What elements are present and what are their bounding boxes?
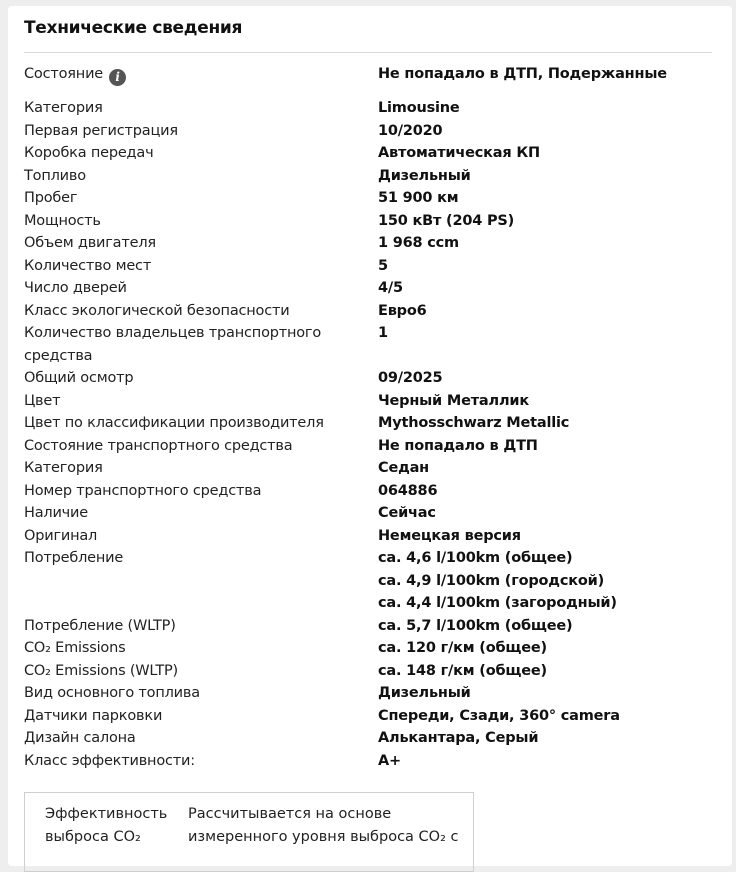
spec-row: [24, 120, 714, 143]
spec-value-line: 1 968 ccm: [378, 235, 459, 251]
spec-row: [24, 300, 714, 323]
spec-row: [24, 232, 714, 255]
spec-row: [24, 750, 714, 773]
spec-row: [24, 277, 714, 300]
spec-value: [378, 525, 714, 548]
spec-value-line: 064886: [378, 482, 438, 499]
spec-label: [24, 300, 378, 323]
spec-row: [24, 457, 714, 480]
spec-label-text: Потребление (WLTP): [24, 617, 176, 634]
spec-label-text: Состояние: [24, 66, 104, 82]
spec-value-line: ca. 4,6 l/100km (общее): [378, 550, 573, 566]
spec-value: [378, 232, 714, 255]
spec-label: [24, 615, 378, 638]
spec-label: [24, 210, 378, 233]
spec-row: [24, 682, 714, 705]
spec-value: [378, 165, 714, 188]
spec-value: [378, 97, 714, 120]
co2-efficiency-label: Эффективность выброса CO₂: [45, 806, 168, 845]
spec-label-text: Коробка передач: [24, 145, 154, 161]
spec-label: [24, 120, 378, 143]
spec-label-text: Топливо: [24, 167, 86, 184]
co2-efficiency-text: Рассчитывается на основе измеренного уровня выброса CO₂ с: [188, 806, 459, 845]
specs-list: [24, 63, 714, 772]
spec-label-text: Класс экологической безопасности: [24, 302, 290, 319]
spec-label-text: Пробег: [24, 190, 78, 206]
spec-label: [24, 255, 378, 278]
spec-row: [24, 615, 714, 638]
spec-value: [378, 390, 714, 413]
spec-label: [24, 63, 378, 86]
technical-details-card: [8, 6, 732, 866]
spec-value-line: ca. 4,9 l/100km (городской): [378, 572, 605, 589]
spec-value: [378, 480, 714, 503]
spec-value-line: 5: [378, 257, 388, 274]
spec-row: [24, 525, 714, 548]
spec-value-line: 1: [378, 325, 388, 341]
spec-value: [378, 277, 714, 300]
spec-value-line: Дизельный: [378, 685, 471, 701]
spec-value: [378, 502, 714, 525]
spec-row: [24, 322, 714, 367]
spec-value: [378, 750, 714, 773]
spec-label-text: CO₂ Emissions: [24, 640, 126, 656]
spec-value-line: 09/2025: [378, 370, 443, 386]
spec-row: [24, 705, 714, 728]
spec-value-line: Сейчас: [378, 505, 436, 521]
section-title: Технические сведения: [24, 18, 243, 38]
spec-label: [24, 187, 378, 210]
spec-value: [378, 547, 714, 615]
spec-value: [378, 300, 714, 323]
spec-value: [378, 367, 714, 390]
spec-label: [24, 457, 378, 480]
spec-value-line: 150 кВт (204 PS): [378, 212, 515, 229]
spec-label-text: Цвет по классификации производителя: [24, 415, 324, 431]
spec-label-text: Общий осмотр: [24, 370, 134, 386]
spec-label: [24, 322, 378, 367]
spec-value: [378, 435, 714, 458]
spec-label: [24, 142, 378, 165]
info-icon[interactable]: i: [109, 69, 126, 86]
spec-label-text: Датчики парковки: [24, 707, 163, 724]
spec-label-text: Количество владельцев транспортного средства: [24, 325, 322, 364]
spec-value: [378, 637, 714, 660]
spec-value-line: ca. 4,4 l/100km (загородный): [378, 595, 617, 611]
spec-value-line: ca. 120 г/км (общее): [378, 640, 547, 656]
spec-label: [24, 390, 378, 413]
spec-value: [378, 412, 714, 435]
spec-label-text: CO₂ Emissions (WLTP): [24, 662, 178, 679]
spec-label-text: Первая регистрация: [24, 122, 178, 139]
spec-row: [24, 187, 714, 210]
spec-label: [24, 165, 378, 188]
spec-value-line: A+: [378, 752, 401, 769]
spec-label: [24, 705, 378, 728]
spec-value-line: Евро6: [378, 302, 427, 319]
spec-label: [24, 367, 378, 390]
spec-row: [24, 210, 714, 233]
spec-label: [24, 232, 378, 255]
spec-label: [24, 480, 378, 503]
spec-value: [378, 682, 714, 705]
spec-label: [24, 412, 378, 435]
spec-label: [24, 97, 378, 120]
spec-row: [24, 547, 714, 615]
spec-label-text: Цвет: [24, 392, 61, 409]
spec-row: [24, 637, 714, 660]
spec-value-line: Автоматическая КП: [378, 145, 540, 161]
spec-row: [24, 97, 714, 120]
spec-label-text: Наличие: [24, 505, 88, 521]
spec-value: [378, 727, 714, 750]
title-divider: [24, 52, 712, 53]
spec-row: [24, 660, 714, 683]
spec-row: [24, 165, 714, 188]
spec-label: [24, 435, 378, 458]
spec-value-line: 10/2020: [378, 122, 443, 139]
spec-label: [24, 637, 378, 660]
spec-value-line: ca. 148 г/км (общее): [378, 662, 547, 679]
spec-label-text: Оригинал: [24, 527, 98, 544]
spec-label-text: Мощность: [24, 212, 101, 229]
spec-label: [24, 727, 378, 750]
spec-row: [24, 255, 714, 278]
spec-label-text: Объем двигателя: [24, 235, 156, 251]
spec-value: [378, 187, 714, 210]
spec-value-line: Дизельный: [378, 167, 471, 184]
spec-row: [24, 480, 714, 503]
spec-value: [378, 120, 714, 143]
spec-label: [24, 547, 378, 615]
spec-value: [378, 457, 714, 480]
spec-row: [24, 142, 714, 165]
spec-value-line: Черный Металлик: [378, 392, 529, 409]
spec-row: [24, 502, 714, 525]
spec-value: [378, 142, 714, 165]
spec-row: [24, 367, 714, 390]
spec-value-line: Не попадало в ДТП, Подержанные: [378, 66, 667, 82]
spec-row: [24, 390, 714, 413]
spec-value-line: Спереди, Сзади, 360° camera: [378, 707, 620, 724]
spec-label-text: Класс эффективности:: [24, 752, 195, 769]
spec-value: [378, 210, 714, 233]
spec-value-line: 51 900 км: [378, 190, 459, 206]
spec-label: [24, 277, 378, 300]
spec-row: [24, 435, 714, 458]
spec-label-text: Число дверей: [24, 280, 127, 296]
spec-label-text: Категория: [24, 460, 103, 476]
spec-label-text: Потребление: [24, 550, 124, 566]
spec-value-line: 4/5: [378, 280, 403, 296]
spec-value-line: Седан: [378, 460, 429, 476]
spec-label-text: Количество мест: [24, 257, 152, 274]
spec-value: [378, 615, 714, 638]
spec-label-text: Номер транспортного средства: [24, 482, 262, 499]
spec-value: [378, 322, 714, 367]
spec-row: [24, 412, 714, 435]
spec-value: [378, 255, 714, 278]
spec-row: [24, 63, 714, 86]
spec-label: [24, 502, 378, 525]
spec-label-text: Дизайн салона: [24, 730, 136, 746]
spec-value-line: Mythosschwarz Metallic: [378, 415, 570, 431]
co2-efficiency-box: [24, 792, 474, 872]
spec-label-text: Вид основного топлива: [24, 685, 200, 701]
spec-row: [24, 727, 714, 750]
spec-label: [24, 682, 378, 705]
spec-value-line: ca. 5,7 l/100km (общее): [378, 617, 573, 634]
spec-value-line: Не попадало в ДТП: [378, 437, 538, 454]
spec-label: [24, 660, 378, 683]
spec-value: [378, 705, 714, 728]
spec-label: [24, 525, 378, 548]
spec-label-text: Состояние транспортного средства: [24, 437, 293, 454]
spec-label-text: Категория: [24, 100, 103, 116]
spec-value-line: Limousine: [378, 100, 460, 116]
spec-value: [378, 660, 714, 683]
spec-label: [24, 750, 378, 773]
spec-value-line: Немецкая версия: [378, 527, 521, 544]
spec-value-line: Алькантара, Серый: [378, 730, 539, 746]
spec-value: [378, 63, 714, 86]
